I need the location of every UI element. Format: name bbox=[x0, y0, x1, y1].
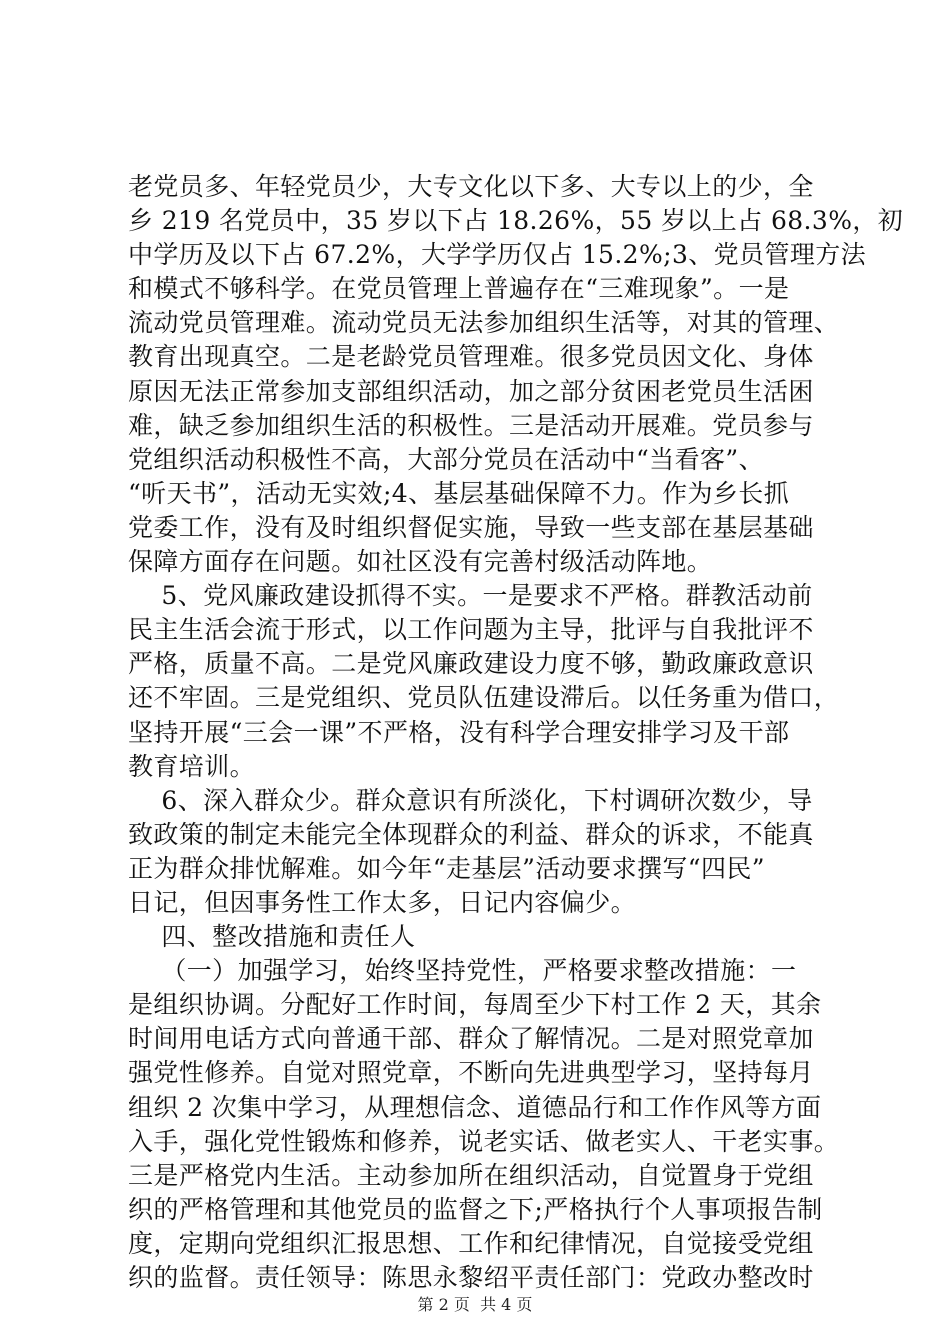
paragraph-5-start: 5、党风廉政建设抓得不实。一是要求不严格。群教活动前 bbox=[128, 581, 813, 611]
text-line: 组织 2 次集中学习，从理想信念、道德品行和工作作风等方面 bbox=[128, 1092, 822, 1122]
text-line: 织的严格管理和其他党员的监督之下;严格执行个人事项报告制 bbox=[128, 1194, 823, 1224]
text-line: 还不牢固。三是党组织、党员队伍建设滞后。以任务重为借口， bbox=[128, 683, 840, 713]
text-line: 党组织活动积极性不高，大部分党员在活动中“当看客”、 bbox=[128, 444, 764, 474]
text-line: 教育出现真空。二是老龄党员管理难。很多党员因文化、身体 bbox=[128, 342, 814, 372]
text-line: 老党员多、年轻党员少，大专文化以下多、大专以上的少，全 bbox=[128, 172, 814, 201]
paragraph-6-start: 6、深入群众少。群众意识有所淡化，下村调研次数少，导 bbox=[128, 785, 813, 815]
section-heading: 四、整改措施和责任人 bbox=[128, 922, 416, 952]
text-line: 织的监督。责任领导：陈思永黎绍平责任部门：党政办整改时 bbox=[128, 1263, 814, 1292]
text-line: 强党性修养。自觉对照党章，不断向先进典型学习，坚持每月 bbox=[128, 1058, 814, 1088]
document-body bbox=[128, 170, 904, 1295]
text-line: 是组织协调。分配好工作时间，每周至少下村工作 2 天，其余 bbox=[128, 990, 822, 1020]
text-line: 严格，质量不高。二是党风廉政建设力度不够，勤政廉政意识 bbox=[128, 649, 814, 679]
text-line: “听天书”，活动无实效;4、基层基础保障不力。作为乡长抓 bbox=[128, 478, 790, 508]
text-line: 原因无法正常参加支部组织活动，加之部分贫困老党员生活困 bbox=[128, 376, 814, 406]
text-line: 时间用电话方式向普通干部、群众了解情况。二是对照党章加 bbox=[128, 1024, 814, 1054]
text-line: 日记，但因事务性工作太多，日记内容偏少。 bbox=[128, 887, 637, 917]
text-line: 中学历及以下占 67.2%，大学学历仅占 15.2%;3、党员管理方法 bbox=[128, 240, 867, 270]
text-line: 致政策的制定未能完全体现群众的利益、群众的诉求，不能真 bbox=[128, 819, 814, 849]
text-line: 保障方面存在问题。如社区没有完善村级活动阵地。 bbox=[128, 547, 713, 577]
text-line: 流动党员管理难。流动党员无法参加组织生活等，对其的管理、 bbox=[128, 308, 840, 338]
text-line: 坚持开展“三会一课”不严格，没有科学合理安排学习及干部 bbox=[128, 717, 790, 747]
text-line: 入手，强化党性锻炼和修养，说老实话、做老实人、干老实事。 bbox=[128, 1126, 840, 1156]
text-line: 难，缺乏参加组织生活的积极性。三是活动开展难。党员参与 bbox=[128, 410, 814, 440]
text-line: 度，定期向党组织汇报思想、工作和纪律情况，自觉接受党组 bbox=[128, 1228, 814, 1258]
text-line: 党委工作，没有及时组织督促实施，导致一些支部在基层基础 bbox=[128, 512, 814, 542]
text-line: 正为群众排忧解难。如今年“走基层”活动要求撰写“四民” bbox=[128, 853, 765, 883]
page-number-footer: 第 2 页 共 4 页 bbox=[417, 1295, 533, 1314]
subsection-start: （一）加强学习，始终坚持党性，严格要求整改措施：一 bbox=[128, 956, 797, 986]
text-line: 和模式不够科学。在党员管理上普遍存在“三难现象”。一是 bbox=[128, 274, 790, 304]
text-line: 三是严格党内生活。主动参加所在组织活动，自觉置身于党组 bbox=[128, 1160, 814, 1190]
text-line: 乡 219 名党员中，35 岁以下占 18.26%，55 岁以上占 68.3%，初 bbox=[128, 206, 904, 236]
text-line: 民主生活会流于形式，以工作问题为主导，批评与自我批评不 bbox=[128, 615, 814, 645]
text-line: 教育培训。 bbox=[128, 751, 256, 781]
